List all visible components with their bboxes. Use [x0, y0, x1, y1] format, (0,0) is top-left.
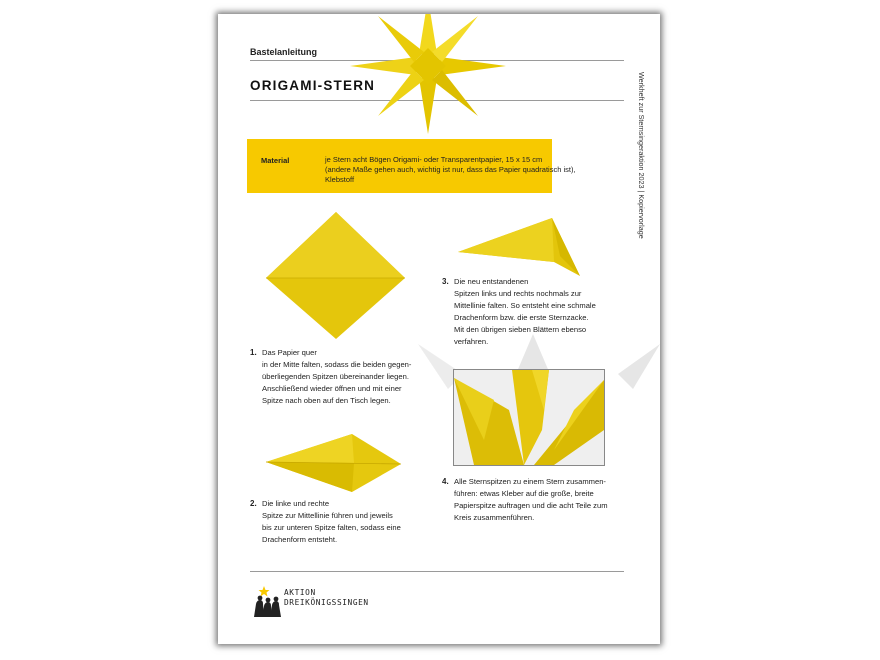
step-line: Spitzen links und rechts nochmals zur [454, 289, 582, 298]
step-text [454, 476, 608, 524]
step4-photo [453, 369, 605, 466]
logo-line-1: AKTION [284, 588, 316, 597]
step-line: Spitze zur Mittellinie führen und jeweils [262, 511, 393, 520]
origami-star-illustration [348, 14, 508, 139]
material-text [325, 155, 576, 185]
step-text [262, 498, 401, 546]
step2-kite-paper [264, 432, 404, 496]
step-line: Alle Sternspitzen zu einem Stern zusammen- [454, 477, 606, 486]
step-number: 1. [250, 348, 257, 357]
material-line: (andere Maße gehen auch, wichtig ist nur, dass das Papier quadratisch ist), [325, 165, 576, 174]
step-line: überliegenden Spitzen übereinander liegen. [262, 372, 409, 381]
step-line: Spitze nach oben auf den Tisch legen. [262, 396, 391, 405]
step-line: Die linke und rechte [262, 499, 330, 508]
step-line: führen: etwas Kleber auf die große, breite [454, 489, 594, 498]
step-line: verfahren. [454, 337, 489, 346]
document-title: ORIGAMI-STERN [250, 78, 376, 93]
logo-line-2: DREIKÖNIGSSINGEN [284, 598, 369, 607]
step3-narrow-kite [456, 214, 596, 282]
three-kings-logo-icon [252, 584, 282, 618]
step-line: Kreis zusammenführen. [454, 513, 535, 522]
document-kicker: Bastelanleitung [250, 47, 318, 57]
step1-square-paper [262, 210, 412, 342]
material-line: Klebstoff [325, 175, 355, 184]
step-number: 4. [442, 477, 449, 486]
step-number: 3. [442, 277, 449, 286]
step-line: Das Papier quer [262, 348, 317, 357]
star-tips-photo [454, 370, 604, 465]
step-2 [250, 498, 450, 550]
logo-wordmark [284, 588, 369, 608]
step-line: Mittellinie falten. So entsteht eine schmale [454, 301, 596, 310]
step-line: Drachenform bzw. die erste Sternzacke. [454, 313, 589, 322]
step-number: 2. [250, 499, 257, 508]
footer-rule [250, 571, 624, 572]
side-caption-text: Werkheft zur Sternsingeraktion 2023 | Kopiervorlage [637, 72, 646, 239]
step-line: bis zur unteren Spitze falten, sodass eine [262, 523, 401, 532]
worksheet-page [218, 14, 660, 644]
material-label: Material [261, 156, 290, 165]
step-line: Anschließend wieder öffnen und mit einer [262, 384, 402, 393]
step-4 [442, 476, 642, 528]
step-line: Die neu entstandenen [454, 277, 529, 286]
step-line: Papierspitze auftragen und die acht Teile zum [454, 501, 608, 510]
step-line: Mit den übrigen sieben Blättern ebenso [454, 325, 587, 334]
material-line: je Stern acht Bögen Origami- oder Transparentpapier, 15 x 15 cm [325, 155, 543, 164]
step-text [262, 347, 411, 407]
step-line: Drachenform entsteht. [262, 535, 338, 544]
step-line: in der Mitte falten, sodass die beiden gegen- [262, 360, 412, 369]
material-box [247, 139, 576, 193]
